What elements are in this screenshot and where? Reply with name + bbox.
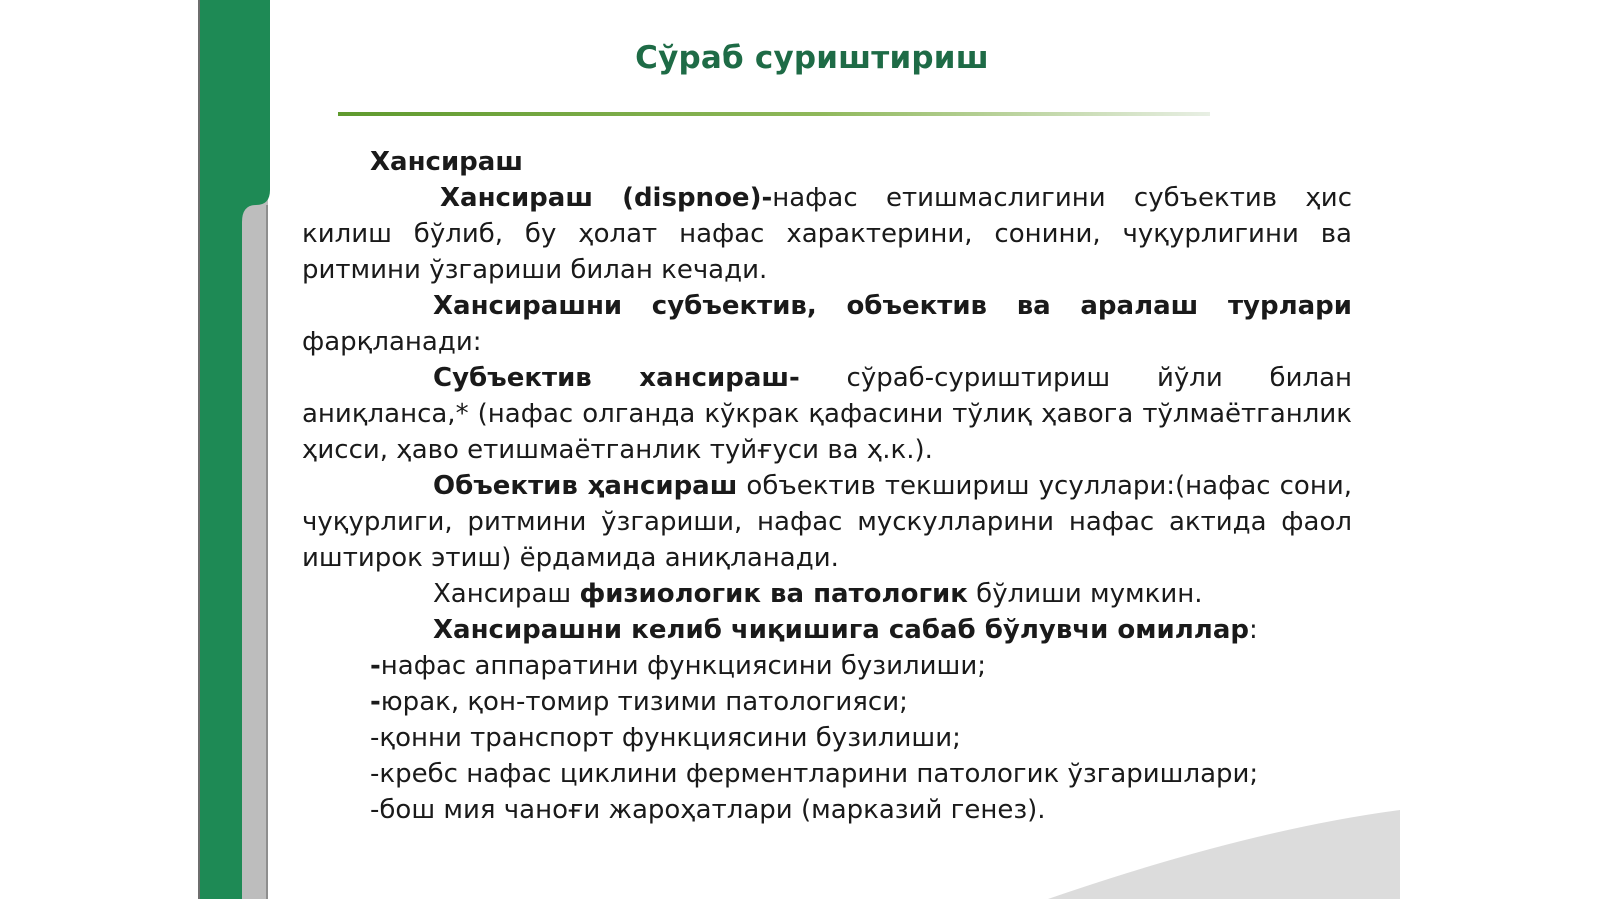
paragraph-causes [302,612,1352,648]
paragraph-objective [302,468,1352,576]
list-marker: - [370,759,380,789]
list-item-text: бош мия чаноғи жароҳатлари (марказий генез). [379,795,1046,825]
section-heading: Хансираш [370,147,523,177]
paragraph-types [302,288,1352,360]
paragraph-kinds [302,576,1352,612]
slide-body [302,144,1352,828]
paragraph-text: : [1248,615,1258,645]
list-item-text: нафас аппаратини функциясини бузилиши; [380,651,986,681]
paragraph-prefix: Хансираш [433,579,580,609]
paragraph-definition [302,180,1352,288]
list-item [302,792,1352,828]
paragraph-subjective [302,360,1352,468]
title-underline [338,112,1210,116]
term-bold: Субъектив хансираш- [433,363,800,393]
paragraph-text: нафас етишмаслигини субъектив ҳис килиш бўлиб, бу ҳолат нафас характерини, сонини, чуқурлигини ва ритмини ўзгариши билан кечади. [302,183,1352,285]
paragraph-text: сўраб-суриштириш йўли билан аниқланса,* (нафас олганда кўкрак қафасини тўлиқ ҳавога тўлмаётганлик ҳисси, ҳаво етишмаётганлик туйғуси ва ҳ.к.). [302,363,1353,465]
side-bar-decoration [198,0,278,899]
slide-title: Сўраб суриштириш [635,40,989,76]
list-marker: - [370,687,381,717]
term-bold: Объектив ҳансираш [433,471,738,501]
term-bold: Хансираш (dispnoe)- [440,183,773,213]
list-marker: - [370,651,381,681]
slide [198,0,1400,899]
list-item-text: қонни транспорт функциясини бузилиши; [379,723,961,753]
paragraph-text: фарқланади: [302,327,482,357]
paragraph-text: бўлиши мумкин. [967,579,1203,609]
list-item-text: юрак, қон-томир тизими патологияси; [380,687,908,717]
list-item [302,648,1352,684]
list-marker: - [370,795,380,825]
list-marker: - [370,723,380,753]
list-item [302,684,1352,720]
paragraph-text: объектив текшириш усуллари:(нафас сони, чуқурлиги, ритмини ўзгариши, нафас мускулларини нафас актида фаол иштирок этиш) ёрдамида аниқланади. [302,471,1352,573]
term-bold: Хансирашни келиб чиқишига сабаб бўлувчи омиллар [433,615,1249,645]
term-bold: физиологик ва патологик [579,579,968,609]
term-bold: Хансирашни субъектив, объектив ва аралаш турлари [433,291,1352,321]
list-item [302,720,1352,756]
list-item-text: кребс нафас циклини ферментларини патологик ўзгаришлари; [379,759,1259,789]
list-item [302,756,1352,792]
